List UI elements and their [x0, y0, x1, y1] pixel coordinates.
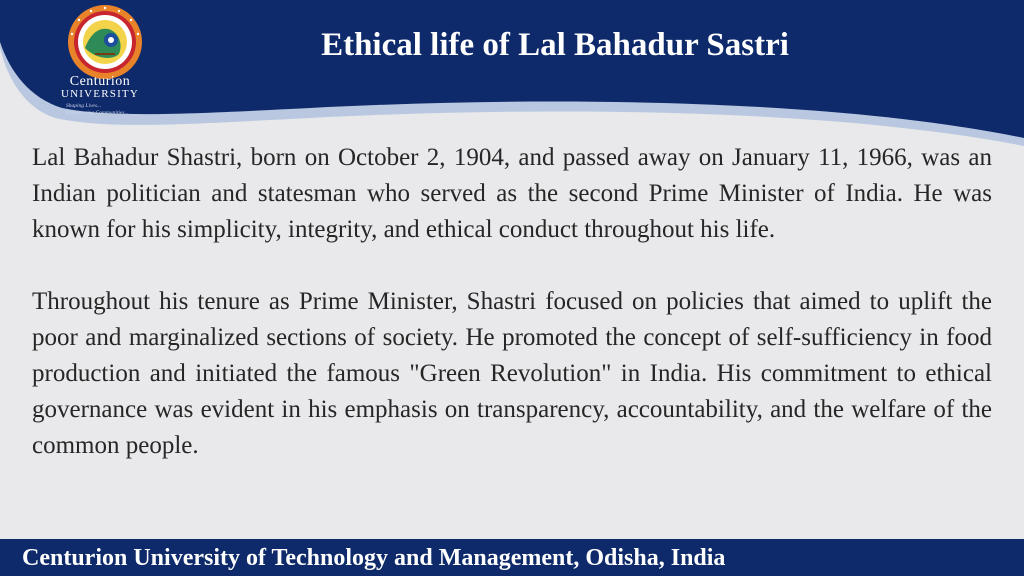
paragraph-2: Throughout his tenure as Prime Minister, Shastri focused on policies that aimed to uplift the poor and marginalized sections of society. He promoted the concept of self-sufficiency in food production and initiated the famous "Green Revolution" in India. His commitment to ethical governance was evident in his emphasis on transparency, accountability, and the welfare of the common people. [32, 288, 992, 459]
logo-tagline-2: Empowering Communities... [66, 110, 129, 116]
logo-name-line1: Centurion [69, 74, 131, 89]
logo-name-line2: UNIVERSITY [61, 88, 139, 100]
footer-text: Centurion University of Technology and Management, Odisha, India [22, 545, 726, 571]
slide-body [32, 140, 992, 464]
logo-tagline-1: Shaping Lives... [66, 103, 102, 109]
university-logo [50, 2, 160, 122]
slide-title: Ethical life of Lal Bahadur Sastri [321, 27, 789, 63]
university-seal-icon [67, 4, 143, 80]
footer-bar [0, 539, 1024, 576]
paragraph-1: Lal Bahadur Shastri, born on October 2, 1904, and passed away on January 11, 1966, was an Indian politician and statesman who served as the second Prime Minister of India. He was known for his simplicity, integrity, and ethical conduct throughout his life. [32, 144, 992, 243]
